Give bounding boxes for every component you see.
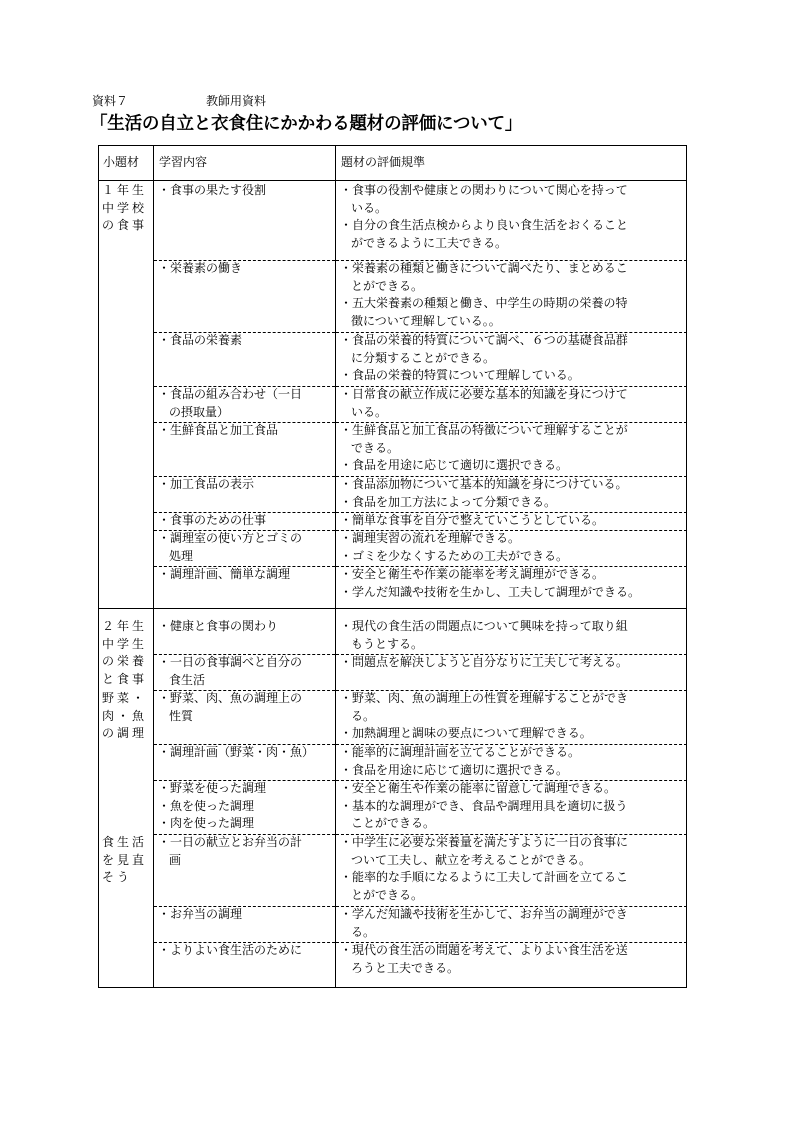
text-line: ・一日の食事調べと自分の [158, 655, 303, 669]
learning-content-cell [158, 834, 334, 869]
evaluation-criteria-cell [340, 476, 685, 511]
text-line: 中学生 [102, 636, 148, 651]
evaluation-criteria-cell [340, 260, 685, 330]
text-line: ・現代の食生活の問題を考えて、よりよい食生活を送 [340, 943, 628, 957]
text-line: ・生鮮食品と加工食品の特徴について理解することが [340, 423, 628, 437]
subtopic-cell [102, 834, 152, 887]
section-divider [99, 608, 686, 609]
text-line: ・食品を用途に応じて適切に選択できる。 [340, 458, 569, 473]
evaluation-criteria-cell [340, 942, 685, 977]
evaluation-criteria-cell [340, 530, 685, 565]
text-line: ・よりよい食生活のために [158, 943, 303, 957]
text-line: ・食事の役割や健康との関わりについて関心を持って [340, 183, 628, 197]
text-line: ・ゴミを少なくするための工夫ができる。 [340, 548, 569, 563]
learning-content-cell [158, 182, 334, 200]
evaluation-criteria-cell [340, 654, 685, 672]
text-line: る。 [351, 924, 376, 939]
learning-content-cell [158, 654, 334, 689]
evaluation-table [98, 145, 687, 988]
learning-content-cell [158, 780, 334, 833]
text-line: の調理 [102, 726, 148, 741]
text-line: 食生活 [169, 672, 206, 687]
text-line: ・食品を加工方法によって分類できる。 [340, 494, 557, 509]
evaluation-criteria-cell [340, 566, 685, 601]
text-line: ・栄養素の働き [158, 261, 243, 275]
text-line: に分類することができる。 [351, 350, 496, 365]
text-line: とができる。 [351, 887, 424, 902]
text-line: ・日常食の献立作成に必要な基本的知識を身につけて [340, 387, 628, 401]
learning-content-cell [158, 386, 334, 421]
learning-content-cell [158, 260, 334, 278]
text-line: ・食品添加物について基本的知識を身につけている。 [340, 477, 628, 491]
text-line: いる。 [351, 404, 388, 419]
header-row-divider [99, 180, 686, 181]
text-line: 野菜・ [102, 691, 148, 705]
text-line: とができる。 [351, 278, 424, 293]
learning-content-cell [158, 512, 334, 530]
text-line: ・食品の栄養的特質について調べ、６つの基礎食品群 [340, 333, 628, 347]
text-line: ・基本的な調理ができ、食品や調理用具を適切に扱う [340, 798, 628, 813]
evaluation-criteria-cell [340, 906, 685, 941]
evaluation-criteria-cell [340, 834, 685, 904]
learning-content-cell [158, 422, 334, 440]
text-line: ・学んだ知識や技術を生かして、お弁当の調理ができ [340, 907, 628, 921]
text-line: 中学校 [102, 200, 148, 215]
column-header-subtopic: 小題材 [103, 155, 140, 169]
evaluation-criteria-cell [340, 182, 685, 252]
text-line: ・安全と衛生や作業の能率に留意して調理できる。 [340, 781, 617, 795]
column-header-criteria: 題材の評価規準 [341, 155, 426, 169]
text-line: １年生 [102, 183, 148, 197]
text-line: ・食品の栄養的特質について理解している。 [340, 368, 580, 383]
text-line: ・一日の献立とお弁当の計 [158, 835, 303, 849]
text-line: ・能率的に調理計画を立てることができる。 [340, 745, 581, 759]
subtopic-cell [102, 690, 152, 743]
text-line: ・中学生に必要な栄養量を満たすように一日の食事に [340, 835, 629, 849]
subtopic-cell [102, 618, 152, 688]
text-line: を見直 [102, 852, 148, 867]
text-line: ができるように工夫できる。 [351, 235, 508, 250]
text-line: できる。 [351, 440, 400, 455]
text-line: もうとする。 [351, 636, 424, 651]
text-line: ・学んだ知識や技術を生かし、工夫して調理ができる。 [340, 584, 641, 599]
text-line: 食生活 [102, 835, 148, 849]
text-line: ・野菜、肉、魚の調理上の性質を理解することができ [340, 691, 629, 705]
evaluation-criteria-cell [340, 422, 685, 475]
text-line: ・お弁当の調理 [158, 907, 243, 921]
text-line: 処理 [169, 548, 194, 563]
text-line: ・自分の食生活点検からより良い食生活をおくること [340, 218, 629, 233]
text-line: 肉・魚 [102, 708, 148, 723]
text-line: ・問題点を解決しようと自分なりに工夫して考える。 [340, 655, 629, 669]
text-line: ・現代の食生活の問題点について興味を持って取り組 [340, 619, 628, 633]
text-line: る。 [351, 708, 376, 723]
text-line: と食事 [102, 671, 148, 686]
text-line: そう [102, 870, 133, 885]
text-line: の摂取量） [169, 404, 230, 419]
text-line: の栄養 [102, 654, 148, 669]
text-line: ・能率的な手順になるように工夫して計画を立てるこ [340, 870, 629, 885]
learning-content-cell [158, 618, 334, 636]
text-line: ・野菜を使った調理 [158, 781, 267, 795]
learning-content-cell [158, 530, 334, 565]
text-line: の食事 [102, 218, 148, 233]
evaluation-criteria-cell [340, 780, 685, 833]
text-line: 画 [169, 852, 182, 867]
learning-content-cell [158, 690, 334, 725]
evaluation-criteria-cell [340, 618, 685, 653]
document-label: 資料７ [92, 94, 129, 108]
text-line: 性質 [169, 708, 194, 723]
column-header-content: 学習内容 [159, 155, 208, 169]
text-line: ・食品を用途に応じて適切に選択できる。 [340, 762, 569, 777]
text-line: ・食品の栄養素 [158, 333, 243, 347]
text-line: ２年生 [102, 619, 148, 633]
text-line: 徴について理解している。。 [351, 313, 501, 328]
text-line: ・食事の果たす役割 [158, 183, 267, 197]
text-line: ・健康と食事の関わり [158, 619, 279, 633]
learning-content-cell [158, 476, 334, 494]
text-line: いる。 [351, 200, 388, 215]
text-line: ・野菜、肉、魚の調理上の [158, 691, 303, 705]
text-line: ・五大栄養素の種類と働き、中学生の時期の栄養の特 [340, 296, 628, 311]
text-line: ついて工夫し、献立を考えることができる。 [351, 852, 592, 867]
learning-content-cell [158, 744, 334, 762]
learning-content-cell [158, 906, 334, 924]
learning-content-cell [158, 942, 334, 960]
evaluation-criteria-cell [340, 744, 685, 779]
text-line: ことができる。 [351, 816, 436, 831]
text-line: ・肉を使った調理 [158, 816, 255, 831]
text-line: ・食事のための仕事 [158, 513, 267, 527]
text-line: ・食品の組み合わせ（一日 [158, 387, 303, 401]
evaluation-criteria-cell [340, 332, 685, 385]
text-line: ・調理計画、簡単な調理 [158, 567, 291, 581]
evaluation-criteria-cell [340, 386, 685, 421]
evaluation-criteria-cell [340, 690, 685, 743]
text-line: ・調理室の使い方とゴミの [158, 531, 303, 545]
text-line: ・魚を使った調理 [158, 798, 255, 813]
learning-content-cell [158, 332, 334, 350]
evaluation-criteria-cell [340, 512, 685, 530]
text-line: ・調理実習の流れを理解できる。 [340, 531, 521, 545]
subtopic-cell [102, 182, 152, 235]
text-line: ・栄養素の種類と働きについて調べたり、まとめるこ [340, 261, 628, 275]
text-line: ろうと工夫できる。 [351, 960, 460, 975]
text-line: ・生鮮食品と加工食品 [158, 423, 279, 437]
text-line: ・簡単な食事を自分で整えていこうとしている。 [340, 513, 605, 527]
text-line: ・安全と衛生や作業の能率を考え調理ができる。 [340, 567, 605, 581]
document-title: 「生活の自立と衣食住にかかわる題材の評価について」 [90, 114, 523, 134]
text-line: ・調理計画（野菜・肉・魚） [158, 745, 315, 759]
learning-content-cell [158, 566, 334, 584]
teacher-material-label: 教師用資料 [206, 94, 267, 108]
text-line: ・加熱調理と調味の要点について理解できる。 [340, 726, 592, 741]
text-line: ・加工食品の表示 [158, 477, 255, 491]
